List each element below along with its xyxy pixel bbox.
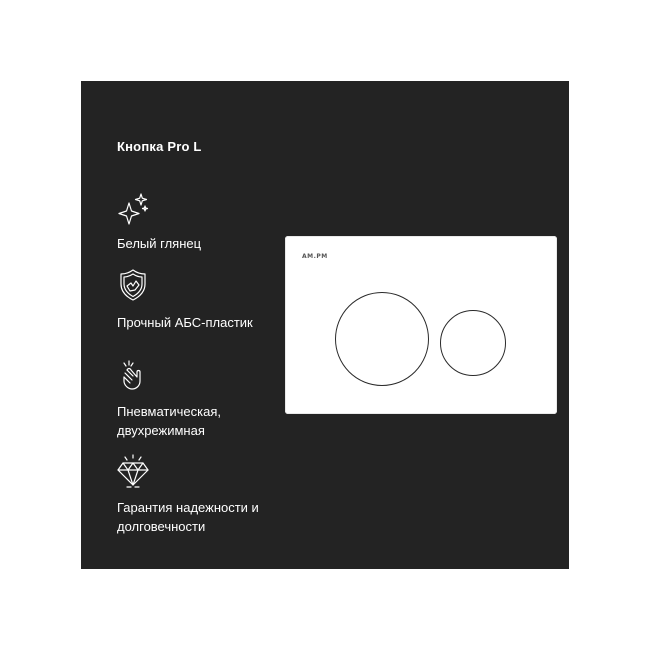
flush-plate xyxy=(285,236,557,414)
feature-label: Белый глянец xyxy=(117,236,202,251)
shield-icon xyxy=(115,267,151,303)
brand-logo: AM.PM xyxy=(302,253,328,260)
feature-label: Пневматическая, двухрежимная xyxy=(117,404,221,438)
large-flush-button xyxy=(335,292,429,386)
gem-icon xyxy=(115,453,151,489)
card-title: Кнопка Pro L xyxy=(117,139,202,154)
sparkle-diamond-icon xyxy=(115,191,151,227)
feature-label: Гарантия надежности и долговечности xyxy=(117,500,259,534)
hand-press-icon xyxy=(115,357,151,393)
small-flush-button xyxy=(440,310,506,376)
product-info-card xyxy=(81,81,569,569)
feature-label: Прочный АБС-пластик xyxy=(117,315,253,330)
